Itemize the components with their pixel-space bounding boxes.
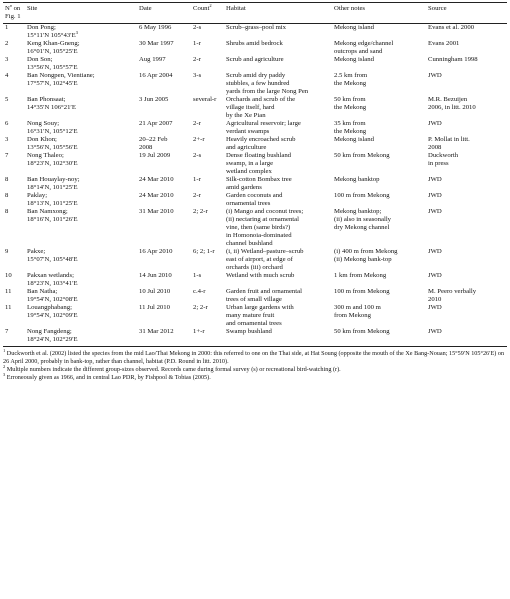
- table-header: [3, 3, 507, 24]
- row-source: [426, 40, 507, 56]
- row-other-notes-text: 2.5 km from the Mekong: [334, 72, 368, 87]
- row-date: [137, 304, 191, 328]
- row-date-text: 16 Apr 2010: [139, 248, 173, 255]
- row-source-text: JWD: [428, 120, 442, 127]
- row-source: [426, 304, 507, 328]
- footnote-mark: 3: [3, 371, 6, 377]
- table-row: [3, 176, 507, 192]
- row-source: [426, 192, 507, 208]
- table-row: [3, 152, 507, 176]
- row-other-notes-text: Mekong banktop: [334, 176, 380, 183]
- row-count: [191, 24, 224, 41]
- row-count: [191, 288, 224, 304]
- row-habitat-text: Scrub and agriculture: [226, 56, 284, 63]
- row-habitat: [224, 40, 332, 56]
- row-fig-number-text: 4: [5, 72, 9, 79]
- row-habitat: [224, 248, 332, 272]
- row-count: [191, 208, 224, 248]
- row-count-text: 1-r: [193, 40, 201, 47]
- row-other-notes-text: 35 km from the Mekong: [334, 120, 367, 135]
- row-fig-number-text: 7: [5, 328, 9, 335]
- row-site-text: Paklay; 18°13′N, 101°25′E: [27, 192, 78, 207]
- row-site-text: Ban Phonsaat; 14°35′N 106°21′E: [27, 96, 76, 111]
- row-site: [25, 136, 137, 152]
- row-date-text: 19 Jul 2009: [139, 152, 171, 159]
- row-site-text: Ban Namxong; 18°16′N, 101°26′E: [27, 208, 78, 223]
- row-fig-number: [3, 248, 25, 272]
- row-date: [137, 288, 191, 304]
- sites-table: [3, 2, 507, 347]
- row-habitat-text: (i) Mango and coconut trees; (ii) nectaring at ornamental vine, then (same birds?) in Homonoia-dominated channel bushland: [226, 208, 304, 247]
- row-date-text: 30 Mar 1997: [139, 40, 174, 47]
- footnote-mark: 1: [3, 347, 6, 353]
- row-fig-number: [3, 176, 25, 192]
- row-source: [426, 248, 507, 272]
- row-fig-number-text: 8: [5, 192, 9, 199]
- header-count-label: Count: [193, 5, 210, 12]
- row-other-notes-text: Mekong island: [334, 136, 374, 143]
- row-count: [191, 304, 224, 328]
- footnote-text: Erroneously given as 1966, and in central Lao PDR, by Fishpool & Tobias (2005).: [5, 373, 211, 381]
- row-habitat: [224, 56, 332, 72]
- row-other-notes: [332, 56, 426, 72]
- row-fig-number-text: 11: [5, 304, 12, 311]
- row-habitat: [224, 304, 332, 328]
- row-site: [25, 328, 137, 347]
- row-fig-number-text: 9: [5, 248, 9, 255]
- row-date: [137, 192, 191, 208]
- row-fig-number: [3, 304, 25, 328]
- row-site: [25, 152, 137, 176]
- row-date-text: 6 May 1996: [139, 24, 172, 31]
- row-other-notes: [332, 40, 426, 56]
- row-source: [426, 72, 507, 96]
- row-source: [426, 96, 507, 120]
- row-site: [25, 288, 137, 304]
- row-source: [426, 56, 507, 72]
- table-row: [3, 56, 507, 72]
- row-source-text: M.R. Bezuijen 2006, in litt. 2010: [428, 96, 476, 111]
- table-row: [3, 304, 507, 328]
- row-date: [137, 120, 191, 136]
- row-habitat-text: Scrub–grass–pool mix: [226, 24, 286, 31]
- row-other-notes-text: 100 m from Mekong: [334, 192, 390, 199]
- row-count-text: 1-s: [193, 272, 202, 279]
- row-habitat-text: Urban large gardens with many mature fruit and ornamental trees: [226, 304, 294, 327]
- row-site: [25, 24, 137, 41]
- row-fig-number-text: 8: [5, 176, 9, 183]
- row-habitat-text: Orchards and scrub of the village itself, hard by the Xe Pian: [226, 96, 296, 119]
- row-other-notes: [332, 120, 426, 136]
- row-source: [426, 136, 507, 152]
- row-other-notes: [332, 176, 426, 192]
- row-habitat-text: Heavily encroached scrub and agriculture: [226, 136, 296, 151]
- row-other-notes: [332, 24, 426, 41]
- row-other-notes: [332, 288, 426, 304]
- row-fig-number: [3, 272, 25, 288]
- header-date: Date: [137, 3, 191, 24]
- row-count: [191, 176, 224, 192]
- row-site-text: Keng Khan-Gneng; 16°01′N, 105°25′E: [27, 40, 80, 55]
- row-habitat-text: Wetland with much scrub: [226, 272, 295, 279]
- row-fig-number: [3, 136, 25, 152]
- row-habitat-text: Silk-cotton Bombax tree amid gardens: [226, 176, 292, 191]
- row-other-notes: [332, 152, 426, 176]
- header-other-notes: Other notes: [332, 3, 426, 24]
- row-habitat: [224, 24, 332, 41]
- row-count-text: 1+-r: [193, 328, 205, 335]
- row-site-text: Ban Natha; 19°54′N, 102°08′E: [27, 288, 78, 303]
- row-source: [426, 120, 507, 136]
- table-row: [3, 96, 507, 120]
- row-source: [426, 288, 507, 304]
- row-count: [191, 272, 224, 288]
- row-habitat-text: Garden coconuts and ornamental trees: [226, 192, 283, 207]
- row-fig-number: [3, 120, 25, 136]
- row-count-text: c.4-r: [193, 288, 206, 295]
- row-count: [191, 40, 224, 56]
- row-fig-number-text: 6: [5, 120, 9, 127]
- row-site: [25, 248, 137, 272]
- row-habitat-text: Scrub amid dry paddy stubbles, a few hundred yards from the large Nong Pen: [226, 72, 309, 95]
- row-site: [25, 304, 137, 328]
- row-habitat-text: (i, ii) Wetland–pasture–scrub east of airport, at edge of orchards (iii) orchard: [226, 248, 304, 271]
- row-source-text: JWD: [428, 328, 442, 335]
- row-source-text: JWD: [428, 176, 442, 183]
- row-date-text: 10 Jul 2010: [139, 288, 171, 295]
- table-row: [3, 24, 507, 41]
- row-site-text: Nong Souy; 16°31′N, 105°12′E: [27, 120, 78, 135]
- table-row: [3, 120, 507, 136]
- header-habitat: Habitat: [224, 3, 332, 24]
- header-source: Source: [426, 3, 507, 24]
- row-count: [191, 152, 224, 176]
- row-count: [191, 56, 224, 72]
- row-fig-number-text: 10: [5, 272, 12, 279]
- row-other-notes-text: Mekong island: [334, 24, 374, 31]
- row-date-text: 21 Apr 2007: [139, 120, 173, 127]
- row-source: [426, 328, 507, 347]
- table-row: [3, 40, 507, 56]
- row-date: [137, 24, 191, 41]
- row-source-text: Cunningham 1998: [428, 56, 478, 63]
- row-count-text: 2+-r: [193, 136, 205, 143]
- row-date: [137, 56, 191, 72]
- row-fig-number-text: 3: [5, 136, 9, 143]
- row-site-text: Ban Nongpen, Vientiane; 17°57′N, 102°45′E: [27, 72, 95, 87]
- row-date-text: 11 Jul 2010: [139, 304, 170, 311]
- row-other-notes: [332, 96, 426, 120]
- row-date: [137, 248, 191, 272]
- row-fig-number-text: 8: [5, 208, 9, 215]
- row-habitat-text: Agricultural reservoir; large verdant swamps: [226, 120, 301, 135]
- row-site-text: Pakxan wetlands; 18°23′N, 103°41′E: [27, 272, 78, 287]
- row-fig-number: [3, 208, 25, 248]
- row-fig-number-text: 3: [5, 56, 9, 63]
- row-habitat-text: Swamp bushland: [226, 328, 272, 335]
- row-count: [191, 72, 224, 96]
- row-date-text: 20–22 Feb 2008: [139, 136, 168, 151]
- row-habitat-text: Dense floating bushland swamp, in a large wetland complex: [226, 152, 292, 175]
- row-date: [137, 40, 191, 56]
- row-source-text: Duckworth in press: [428, 152, 459, 167]
- row-habitat-text: Garden fruit and ornamental trees of small village: [226, 288, 302, 303]
- table-row: [3, 72, 507, 96]
- row-habitat: [224, 96, 332, 120]
- row-source-text: JWD: [428, 272, 442, 279]
- header-site: Site: [25, 3, 137, 24]
- header-fig-number: Nº on Fig. 1: [3, 3, 25, 24]
- row-site: [25, 192, 137, 208]
- row-habitat: [224, 176, 332, 192]
- row-site: [25, 72, 137, 96]
- row-source-text: P. Mollat in litt. 2008: [428, 136, 470, 151]
- row-fig-number: [3, 96, 25, 120]
- row-date: [137, 176, 191, 192]
- row-date: [137, 328, 191, 347]
- footnote-text: Multiple numbers indicate the different group-sizes observed. Records came during formal survey (s) or recreational bird-watching (r).: [5, 365, 341, 373]
- row-other-notes-text: 50 km from Mekong: [334, 328, 390, 335]
- row-fig-number: [3, 56, 25, 72]
- footnotes: [3, 347, 507, 381]
- footnote: [3, 347, 507, 365]
- row-source-text: JWD: [428, 72, 442, 79]
- header-count-footnote-mark: 2: [209, 2, 212, 8]
- row-site: [25, 56, 137, 72]
- row-source-text: JWD: [428, 208, 442, 215]
- row-habitat: [224, 120, 332, 136]
- row-date: [137, 152, 191, 176]
- row-count-text: 2; 2-r: [193, 208, 208, 215]
- row-habitat: [224, 192, 332, 208]
- row-fig-number-text: 2: [5, 40, 9, 47]
- row-date-text: 31 Mar 2010: [139, 208, 174, 215]
- row-other-notes-text: (i) 400 m from Mekong (ii) Mekong bank-top: [334, 248, 398, 263]
- table-row: [3, 328, 507, 347]
- row-other-notes-text: 50 km from Mekong: [334, 152, 390, 159]
- footnote: [3, 371, 507, 382]
- site-footnote-mark: 3: [75, 29, 78, 35]
- row-habitat: [224, 288, 332, 304]
- row-habitat: [224, 328, 332, 347]
- row-count-text: 2-r: [193, 192, 201, 199]
- row-count: [191, 120, 224, 136]
- row-site-text: Nong Fangdeng; 18°24′N, 102°29′E: [27, 328, 78, 343]
- row-other-notes-text: Mekong banktop; (ii) also in seasonally dry Mekong channel: [334, 208, 392, 231]
- table-row: [3, 248, 507, 272]
- row-other-notes: [332, 248, 426, 272]
- table-row: [3, 136, 507, 152]
- row-fig-number: [3, 192, 25, 208]
- row-source: [426, 272, 507, 288]
- row-other-notes-text: 50 km from the Mekong: [334, 96, 367, 111]
- row-date: [137, 96, 191, 120]
- row-date: [137, 272, 191, 288]
- row-count-text: 1-r: [193, 176, 201, 183]
- row-count-text: 2-s: [193, 152, 202, 159]
- table-body: [3, 24, 507, 347]
- row-source-text: JWD: [428, 304, 442, 311]
- row-site: [25, 272, 137, 288]
- row-fig-number: [3, 328, 25, 347]
- row-habitat: [224, 272, 332, 288]
- header-count: [191, 3, 224, 24]
- row-source: [426, 152, 507, 176]
- row-source: [426, 24, 507, 41]
- row-site-text: Don Khon; 13°56′N, 105°56′E: [27, 136, 78, 151]
- row-site: [25, 40, 137, 56]
- row-other-notes: [332, 136, 426, 152]
- row-habitat: [224, 208, 332, 248]
- footnote-text: Duckworth et al. (2002) listed the species from the mid Lao/Thai Mekong in 2000: this referred to one on the Thai side, at Hat Soung (opposite the mouth of the Xe Bang-Nouan; 15°59′N 105°26′E) on 26 April 2000, probably in bank-top, rather than channel, habitat (P.D. Round in litt. 2010).: [3, 350, 505, 365]
- row-source-text: Evans 2001: [428, 40, 460, 47]
- row-source: [426, 208, 507, 248]
- row-date-text: 3 Jun 2005: [139, 96, 169, 103]
- row-date-text: 24 Mar 2010: [139, 192, 174, 199]
- table-row: [3, 192, 507, 208]
- row-count-text: 3-s: [193, 72, 202, 79]
- row-fig-number-text: 7: [5, 152, 9, 159]
- row-date-text: 14 Jun 2010: [139, 272, 172, 279]
- row-count: [191, 192, 224, 208]
- row-other-notes-text: 1 km from Mekong: [334, 272, 387, 279]
- row-date: [137, 136, 191, 152]
- row-fig-number: [3, 40, 25, 56]
- header-row: [3, 3, 507, 24]
- row-count-text: several-r: [193, 96, 217, 103]
- row-site-text: Pakxe; 15°07′N, 105°48′E: [27, 248, 78, 263]
- row-site: [25, 208, 137, 248]
- row-other-notes-text: Mekong edge/channel outcrops and sand: [334, 40, 394, 55]
- row-date: [137, 208, 191, 248]
- row-count-text: 2-s: [193, 24, 202, 31]
- row-fig-number: [3, 24, 25, 41]
- row-date-text: 31 Mar 2012: [139, 328, 174, 335]
- row-fig-number: [3, 72, 25, 96]
- row-fig-number: [3, 288, 25, 304]
- row-other-notes: [332, 328, 426, 347]
- row-other-notes-text: 100 m from Mekong: [334, 288, 390, 295]
- row-count-text: 2-r: [193, 120, 201, 127]
- row-source-text: JWD: [428, 192, 442, 199]
- row-date: [137, 72, 191, 96]
- row-site: [25, 176, 137, 192]
- row-date-text: Aug 1997: [139, 56, 166, 63]
- row-site: [25, 120, 137, 136]
- row-site-text: Don Pong; 15°11′N 105°43′E: [27, 24, 76, 39]
- row-other-notes: [332, 272, 426, 288]
- row-count-text: 2-r: [193, 56, 201, 63]
- row-count: [191, 328, 224, 347]
- row-other-notes: [332, 304, 426, 328]
- row-other-notes: [332, 192, 426, 208]
- row-count: [191, 248, 224, 272]
- footnote-mark: 2: [3, 363, 6, 369]
- row-habitat: [224, 72, 332, 96]
- row-fig-number: [3, 152, 25, 176]
- row-source-text: M. Peero verbally 2010: [428, 288, 477, 303]
- table-row: [3, 272, 507, 288]
- row-fig-number-text: 11: [5, 288, 12, 295]
- row-site-text: Nong Thaleo; 18°23′N, 102°30′E: [27, 152, 78, 167]
- row-source-text: Evans et al. 2000: [428, 24, 475, 31]
- row-other-notes: [332, 208, 426, 248]
- row-date-text: 24 Mar 2010: [139, 176, 174, 183]
- table-row: [3, 208, 507, 248]
- row-habitat-text: Shrubs amid bedrock: [226, 40, 283, 47]
- row-source-text: JWD: [428, 248, 442, 255]
- row-habitat: [224, 136, 332, 152]
- table-row: [3, 288, 507, 304]
- row-site: [25, 96, 137, 120]
- document-page: [3, 2, 507, 382]
- row-count: [191, 136, 224, 152]
- row-other-notes: [332, 72, 426, 96]
- row-other-notes-text: 300 m and 100 m from Mekong: [334, 304, 381, 319]
- row-count-text: 2; 2-r: [193, 304, 208, 311]
- row-habitat: [224, 152, 332, 176]
- row-other-notes-text: Mekong island: [334, 56, 374, 63]
- row-date-text: 16 Apr 2004: [139, 72, 173, 79]
- row-site-text: Ban Houaylay-noy; 18°14′N, 101°25′E: [27, 176, 80, 191]
- row-count: [191, 96, 224, 120]
- row-site-text: Don Son; 13°56′N, 105°57′E: [27, 56, 78, 71]
- row-fig-number-text: 5: [5, 96, 9, 103]
- footnote: [3, 363, 507, 374]
- row-site-text: Louangphabang; 19°54′N, 102°09′E: [27, 304, 78, 319]
- row-source: [426, 176, 507, 192]
- row-fig-number-text: 1: [5, 24, 9, 31]
- row-count-text: 6; 2; 1-r: [193, 248, 215, 255]
